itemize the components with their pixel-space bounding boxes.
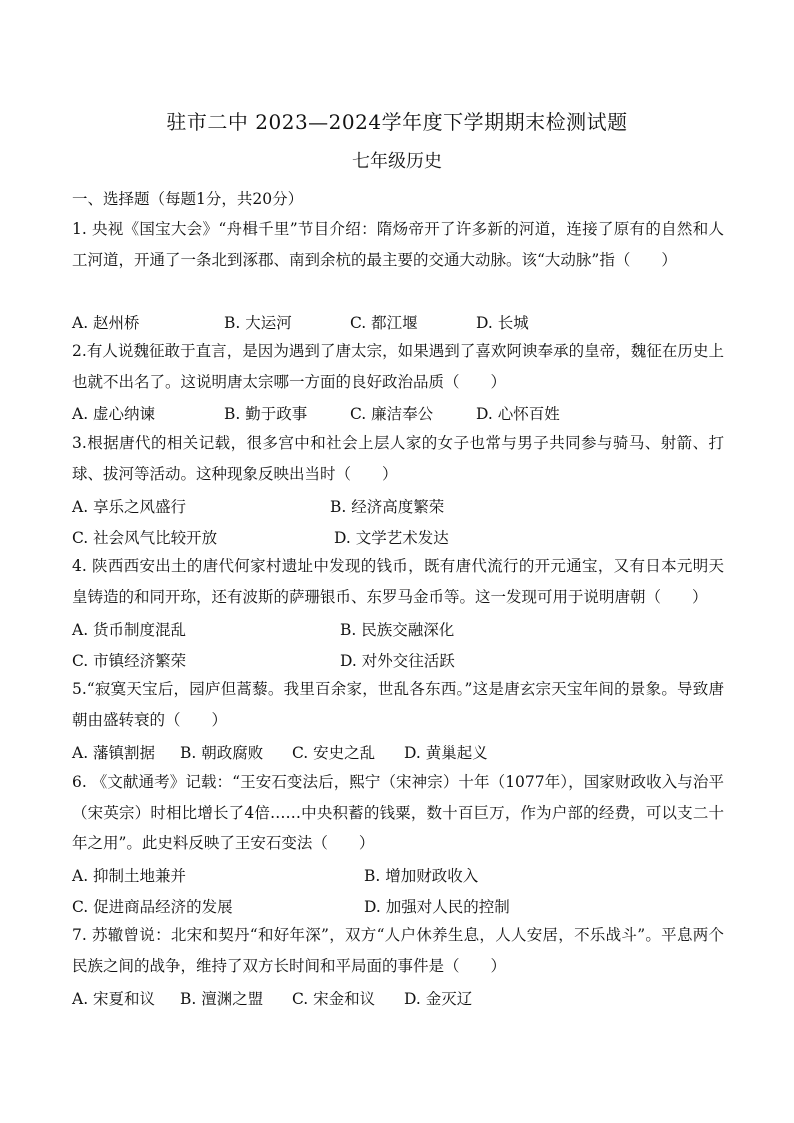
question-1-option-d: D. 长城 xyxy=(476,314,529,332)
question-6-option-b: B. 增加财政收入 xyxy=(364,867,479,885)
question-7-option-d: D. 金灭辽 xyxy=(404,990,473,1008)
question-2-option-b: B. 勤于政事 xyxy=(224,405,308,423)
question-7-option-c: C. 宋金和议 xyxy=(292,990,376,1008)
exam-title: 驻市二中 2023—2024学年度下学期期末检测试题 xyxy=(166,110,628,134)
question-7-option-b: B. 澶渊之盟 xyxy=(180,990,264,1008)
question-4-option-b: B. 民族交融深化 xyxy=(340,621,455,639)
question-1-option-a: A. 赵州桥 xyxy=(72,314,140,332)
question-6-option-a: A. 抑制土地兼并 xyxy=(72,867,187,885)
question-5-option-c: C. 安史之乱 xyxy=(292,744,376,762)
question-7-option-a: A. 宋夏和议 xyxy=(72,990,156,1008)
question-2-option-d: D. 心怀百姓 xyxy=(476,405,560,423)
question-5-option-d: D. 黄巢起义 xyxy=(404,744,488,762)
question-4-option-d: D. 对外交往活跃 xyxy=(340,652,455,670)
question-7-stem: 7. 苏辙曾说：北宋和契丹“和好年深”，双方“人户休养生息，人人安居，不乐战斗”。平息两个民族之间的战争，维持了双方长时间和平局面的事件是（ ） xyxy=(72,926,724,975)
question-1-option-b: B. 大运河 xyxy=(224,314,292,332)
question-5-option-b: B. 朝政腐败 xyxy=(180,744,264,762)
question-4-option-a: A. 货币制度混乱 xyxy=(72,621,187,639)
question-3-option-d: D. 文学艺术发达 xyxy=(334,529,449,547)
question-4-option-c: C. 市镇经济繁荣 xyxy=(72,652,187,670)
question-1-stem: 1. 央视《国宝大会》“舟楫千里”节目介绍：隋炀帝开了许多新的河道，连接了原有的自然和人工河道，开通了一条北到涿郡、南到余杭的最主要的交通大动脉。该“大动脉”指（ ） xyxy=(72,220,724,269)
question-2-option-c: C. 廉洁奉公 xyxy=(350,405,434,423)
question-5-option-a: A. 藩镇割据 xyxy=(72,744,156,762)
question-2-option-a: A. 虚心纳谏 xyxy=(72,405,156,423)
question-1-option-c: C. 都江堰 xyxy=(350,314,418,332)
question-6-option-c: C. 促进商品经济的发展 xyxy=(72,898,233,916)
question-5-stem: 5.“寂寞天宝后，园庐但蒿藜。我里百余家，世乱各东西。”这是唐玄宗天宝年间的景象。导致唐朝由盛转衰的（ ） xyxy=(72,680,724,729)
exam-subtitle: 七年级历史 xyxy=(352,151,442,172)
question-6-option-d: D. 加强对人民的控制 xyxy=(364,898,510,916)
section-heading: 一、选择题（每题1分，共20分） xyxy=(72,190,304,208)
question-3-option-c: C. 社会风气比较开放 xyxy=(72,529,218,547)
question-4-stem: 4. 陕西西安出土的唐代何家村遗址中发现的钱币，既有唐代流行的开元通宝，又有日本元明天皇铸造的和同开珎，还有波斯的萨珊银币、东罗马金币等。这一发现可用于说明唐朝（ ） xyxy=(72,557,724,606)
question-6-stem: 6. 《文献通考》记载：“王安石变法后，熙宁（宋神宗）十年（1077年），国家财政收入与治平（宋英宗）时相比增长了4倍……中央积蓄的钱粟，数十百巨万，作为户部的经费，可以支二十年之用”。此史料反映了王安石变法（ ） xyxy=(72,773,724,852)
question-3-stem: 3.根据唐代的相关记载，很多宫中和社会上层人家的女子也常与男子共同参与骑马、射箭、打球、拔河等活动。这种现象反映出当时（ ） xyxy=(72,434,724,483)
question-3-option-a: A. 享乐之风盛行 xyxy=(72,498,187,516)
question-2-stem: 2.有人说魏征敢于直言，是因为遇到了唐太宗，如果遇到了喜欢阿谀奉承的皇帝，魏征在历史上也就不出名了。这说明唐太宗哪一方面的良好政治品质（ ） xyxy=(72,342,724,391)
question-3-option-b: B. 经济高度繁荣 xyxy=(330,498,445,516)
